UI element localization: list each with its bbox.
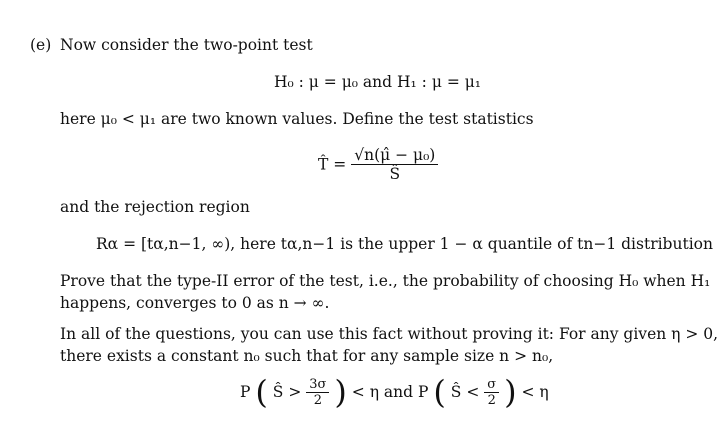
rejection-region-text: Rα = [tα,n−1, ∞), here tα,n−1 is the upper 1 − α quantile of tn−1 distribution [96, 235, 713, 253]
here-text: here μ₀ < μ₁ are two known values. Define the test statistics [60, 110, 534, 128]
left-paren-1: ( [255, 373, 268, 411]
fraction-sigma-den: 2 [487, 392, 496, 408]
fraction-sigma [484, 377, 499, 408]
statistic-equation [318, 146, 438, 183]
statistic-fraction [351, 146, 438, 183]
prove-line-2: happens, converges to 0 as n → ∞. [60, 294, 330, 312]
problem-label: (e) [30, 36, 52, 54]
statistic-lhs: T̂ = [318, 155, 347, 174]
fraction-3sigma [306, 377, 329, 408]
fact-line-2: there exists a constant n₀ such that for any sample size n > n₀, [60, 347, 554, 365]
mid-text: < η and P [351, 383, 429, 401]
statistic-numerator: √n(μ̂ − μ₀) [351, 146, 438, 165]
fraction-3sigma-num: 3σ [306, 377, 329, 393]
final-inequality [240, 373, 549, 411]
hypotheses-equation: H₀ : μ = μ₀ and H₁ : μ = μ₁ [274, 73, 482, 91]
statistic-denominator: Ŝ [389, 165, 401, 183]
intro-text: Now consider the two-point test [60, 36, 313, 54]
end-text: < η [521, 383, 549, 401]
fraction-3sigma-den: 2 [313, 392, 322, 408]
s-less: Ŝ < [450, 383, 480, 401]
left-paren-2: ( [433, 373, 446, 411]
s-greater: Ŝ > [272, 383, 302, 401]
prove-line-1: Prove that the type-II error of the test, i.e., the probability of choosing H₀ when H₁ [60, 272, 711, 290]
right-paren-1: ) [334, 373, 347, 411]
fraction-sigma-num: σ [484, 377, 499, 393]
rejection-intro-text: and the rejection region [60, 198, 250, 216]
right-paren-2: ) [504, 373, 517, 411]
p-label-1: P [240, 383, 251, 401]
fact-line-1: In all of the questions, you can use this fact without proving it: For any given η > 0, [60, 325, 719, 343]
